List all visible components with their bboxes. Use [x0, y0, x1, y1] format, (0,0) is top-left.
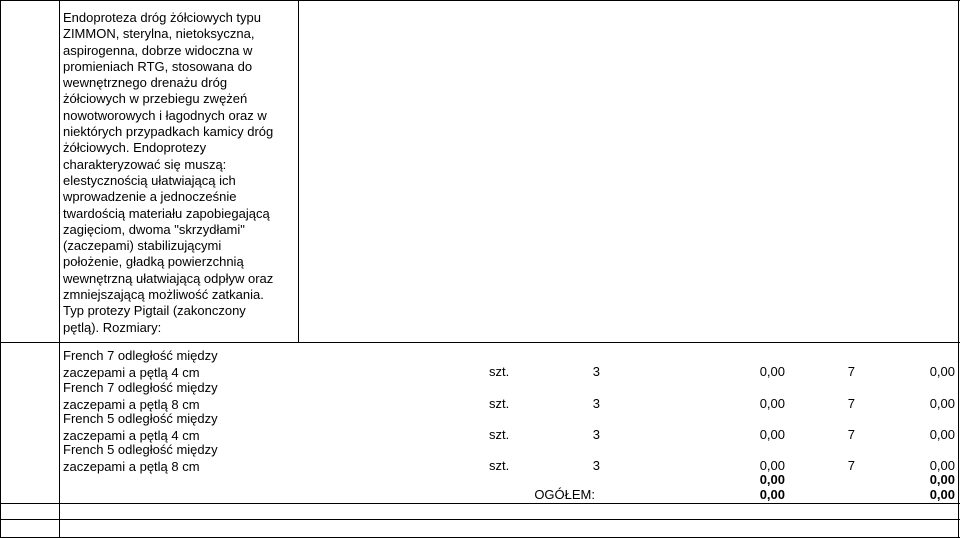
item-qty: 3 — [592, 427, 600, 442]
item-qty: 3 — [592, 396, 600, 411]
item-qty: 3 — [592, 364, 600, 379]
grid-line — [0, 503, 960, 504]
grid-line — [0, 0, 1, 538]
item-unit: szt. — [489, 396, 510, 411]
item-name: French 5 odległość między zaczepami a pętlą 8 cm — [63, 442, 218, 474]
total-label: OGÓŁEM: — [534, 487, 595, 502]
total-price: 0,00 — [759, 487, 785, 502]
item-value: 0,00 — [929, 427, 955, 442]
item-price: 0,00 — [759, 396, 785, 411]
subtotal-price: 0,00 — [759, 472, 785, 487]
item-price: 0,00 — [759, 364, 785, 379]
grid-line — [958, 0, 959, 538]
product-description: Endoproteza dróg żółciowych typu ZIMMON, sterylna, nietoksyczna, aspirogenna, dobrze widoczna w promieniach RTG, stosowana do wewnętrznego drenażu dróg żółciowych w przebiegu zwężeń nowotworowych i łagodnych oraz w niektórych przypadkach kamicy dróg żółciowych. Endoprotezy charakteryzować się muszą: elestycznością ułatwiającą ich wprowadzenie a jednocześnie twardością materiału zapobiegającą zagięciom, dwoma "skrzydłami" (zaczepami) stabilizującymi położenie, gładką powierzchnią wewnętrzną ułatwiającą odpływ oraz zmniejszającą możliwość zatkania. Typ protezy Pigtail (zakonczony pętlą). Rozmiary: — [63, 10, 274, 335]
item-vat: 7 — [847, 396, 855, 411]
item-vat: 7 — [847, 364, 855, 379]
item-unit: szt. — [489, 458, 510, 473]
item-value: 0,00 — [929, 396, 955, 411]
item-price: 0,00 — [759, 427, 785, 442]
grid-line — [0, 0, 960, 1]
total-value: 0,00 — [929, 487, 955, 502]
grid-line — [0, 519, 960, 520]
subtotal-value: 0,00 — [929, 472, 955, 487]
item-name: French 7 odległość między zaczepami a pętlą 4 cm — [63, 348, 218, 380]
grid-line — [59, 0, 60, 538]
item-vat: 7 — [847, 427, 855, 442]
item-name: French 5 odległość między zaczepami a pętlą 4 cm — [63, 411, 218, 443]
item-name: French 7 odległość między zaczepami a pętlą 8 cm — [63, 380, 218, 412]
item-vat: 7 — [847, 458, 855, 473]
grid-line — [0, 342, 960, 343]
item-unit: szt. — [489, 364, 510, 379]
item-price: 0,00 — [759, 458, 785, 473]
grid-line — [298, 0, 299, 342]
item-value: 0,00 — [929, 458, 955, 473]
item-value: 0,00 — [929, 364, 955, 379]
item-unit: szt. — [489, 427, 510, 442]
item-qty: 3 — [592, 458, 600, 473]
